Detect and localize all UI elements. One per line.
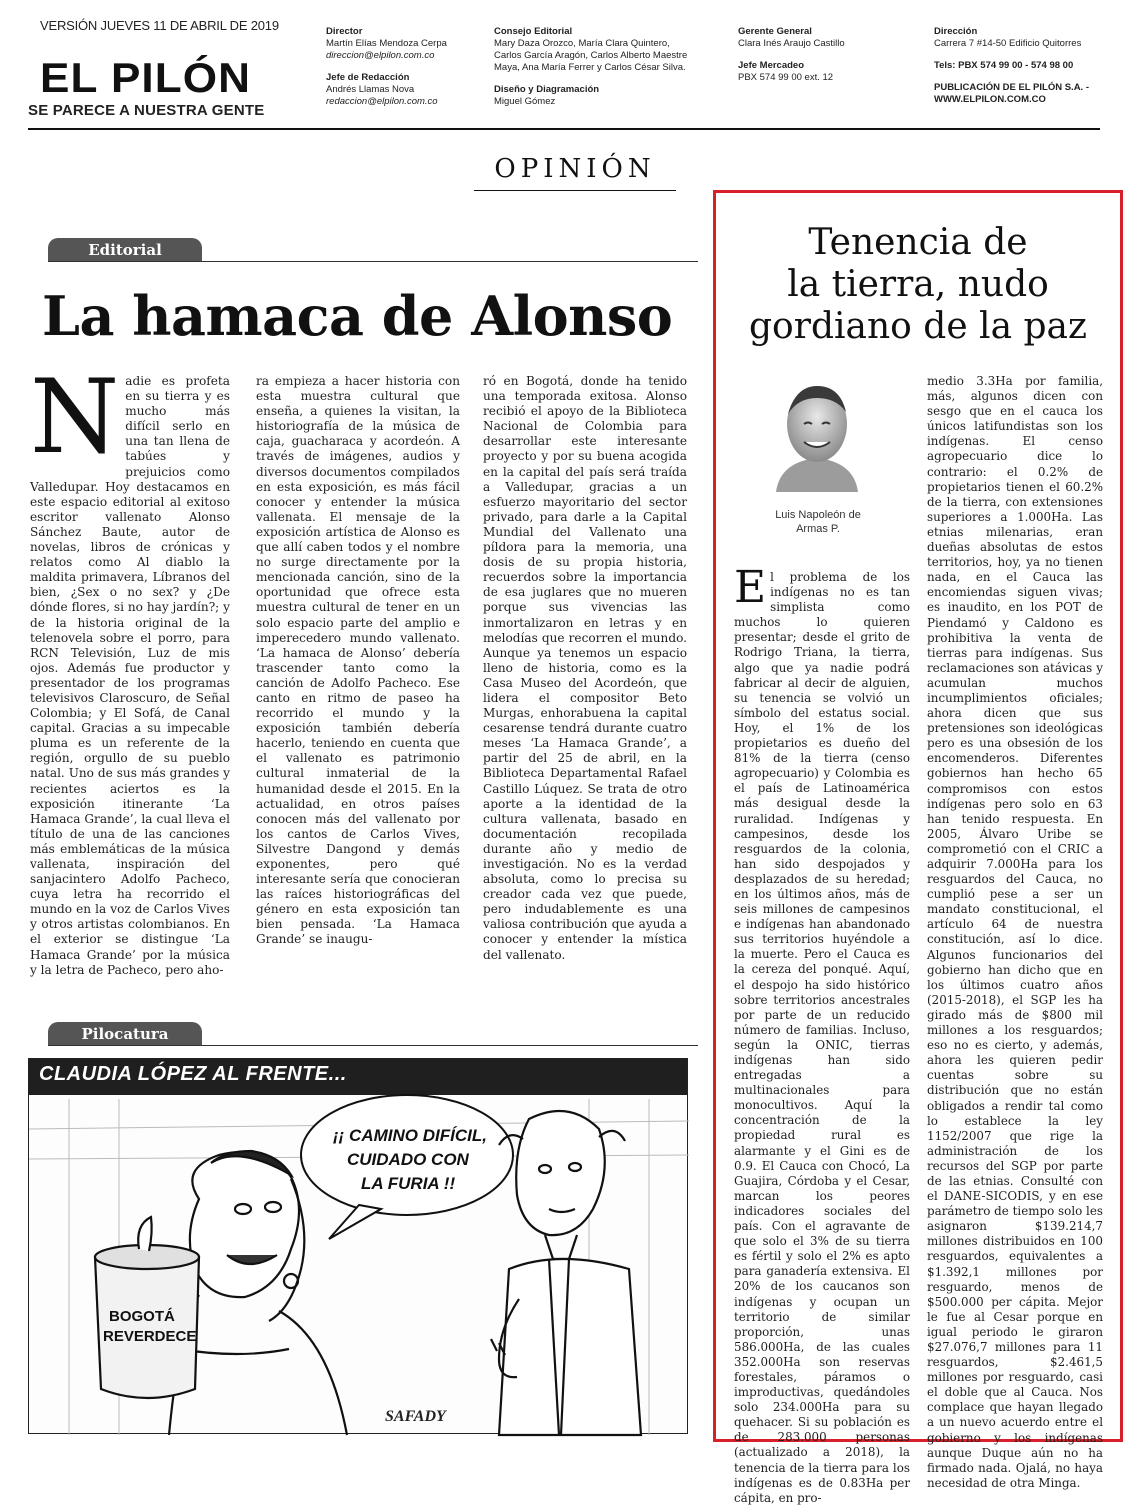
section-title: OPINIÓN [474,154,676,191]
staff-name: Maya, Ana María Ferrer y Carlos César Silva. [494,62,686,73]
opinion-column-1 [734,562,910,1505]
website-link[interactable]: WWW.ELPILON.COM.CO [934,94,1046,105]
editorial-text: ra empieza a hacer historia con esta muestra cultural que enseña, a quienes la visitan, la historiografía de la música de caja, guacharaca y acordeón. A través de imágenes, audios y diversos documentos compilados en esta exposición, es más fácil conocer y entender la música vallenata. El mensaje de la exposición artística de Alonso es que allí caben todos y el nombre no surge directamente por la mencionada canción, sino de la oportunidad que ofrece esta muestra cultural de tener en un solo espacio parte del amplio e imperecedero mundo vallenato. ‘La hamaca de Alonso’ debería trascender tanto como la canción de Adolfo Pacheco. Ese canto en ritmo de paseo ha recorrido el mundo y la exposición también debería hacerlo, teniendo en cuenta que el vallenato es patrimonio cultural inmaterial de la humanidad desde el 2015. En la actualidad, en otros países conocen más del vallenato por los cantos de Carlos Vives, Silvestre Dangond y demás exponentes, pero qué interesante sería que conocieran las raíces historiográficas del género en esta exposición tan bien pensada. ‘La Hamaca Grande’ se inaugu- [256,374,460,947]
bubble-text-2: CUIDADO CON [347,1150,469,1169]
newspaper-logo[interactable]: EL PILÓN [40,54,251,101]
masthead-divider [28,128,1100,130]
staff-name: Miguel Gómez [494,96,556,107]
editorial-tag: Editorial [48,238,202,262]
opinion-headline-line: gordiano de la paz [749,306,1087,347]
staff-phone: PBX 574 99 00 ext. 12 [738,72,834,83]
opinion-headline-line: Tenencia de [808,222,1028,263]
staff-name: Clara Inés Araujo Castillo [738,38,845,49]
opinion-headline [716,222,1120,348]
opinion-text: l problema de los indígenas no es tan simplista como muchos lo quieren presentar; desde el grito de Rodrigo Triana, la tierra, algo que ya nadie podrá fabricar al decir de alguien, su tenencia se volvió un símbolo del estatus social. Hoy, el 1% de los propietarios es dueño del 81% de la tierra (censo agropecuario) y Colombia es el país de Latinoamérica más desigual desde la ruralidad. Indígenas y campesinos, desde los resguardos de la colonia, han sido despojados y desplazados de su heredad; en los últimos años, más de seis millones de campesinos e indígenas han abandonado sus territorios huyéndole a la muerte. Pero el Cauca es la cereza del ponqué. Aquí, el despojo ha sido histórico sobre territorios ancestrales por parte de un reducido número de familias. Incluso, según la ONIC, tierras indígenas han sido entregadas a multinacionales para monocultivos. Aquí la concentración de la propiedad rural es alarmante y el Gini es de 0.9. El Cauca con Chocó, La Guajira, Córdoba y el Cesar, marcan los peores indicadores sociales del país. Con el agravante de que solo el 3% de su tierra es fértil y solo el 2% es apto para ganadería extensiva. El 20% de los caucanos son indígenas y ocupan un territorio de similar proporción, unas 586.000Ha, de las cuales 352.000Ha son reservas forestales, páramos o improductivas, quedándoles solo 234.000Ha para su quehacer. Si su población es de 283.000 personas (actualizado a 2018), la tenencia de la tierra para los indígenas es de 0.83Ha per cápita, en pro- [734,570,910,1505]
bubble-text-1: ¡¡ CAMINO DIFÍCIL, [333,1126,487,1145]
editorial-text: adie es profeta en su tierra y es mucho más difícil serlo en una tan llena de tabúes y prejuicios como Valledupar. Hoy destacamos en este espacio editorial al exitoso escritor vallenato Alonso Sánchez Baute, autor de novelas, libros de crónicas y relatos como Al diablo la maldita primavera, Líbranos del bien, ¿Sex o no sex? y ¿De dónde flores, si no hay jardín?; y de la historia original de la telenovela sobre el porro, para RCN Televisión, Luz de mis ojos. Además fue productor y presentador de los programas televisivos Claroscuro, de Señal Colombia; y El Sofá, de Canal capital. Gracias a su impecable pluma es un referente de la región, orgullo de su pueblo natal. Uno de sus más grandes y recientes aciertos es la exposición itinerante ‘La Hamaca Grande’, la cual lleva el título de una de las canciones más emblemáticas de la música vallenata, inspiración del sanjacintero Adolfo Pacheco, cuya letra ha recorrido el mundo en la voz de Carlos Vives y otros artistas colombianos. En el exterior se distingue ‘La Hamaca Grande’ por la música y la letra de Pacheco, pero aho- [30,374,230,977]
opinion-headline-line: la tierra, nudo [787,264,1049,305]
opinion-column-2 [927,374,1104,1490]
staff-role: Consejo Editorial [494,26,573,37]
can-label-1: BOGOTÁ [109,1308,175,1325]
author-avatar [770,380,864,492]
publisher-name: PUBLICACIÓN DE EL PILÓN S.A. - [934,82,1090,93]
author-name-line: Luis Napoleón de [775,509,861,521]
opinion-text: medio 3.3Ha por familia, más, algunos dicen con sesgo que en el cauca los únicos latifundistas son los indígenas. El censo agropecuario dice lo contrario: el 0.2% de propietarios tienen el 60.2% de la tierra, con extensiones superiores a 1.000Ha. Las etnias milenarias, eran dueñas absolutas de estos territorios, hoy, ya no tienen nada, en el Cauca las encomiendas siguen vivas; es inaudito, en los POT de Piendamó y Caldono es prohibitiva la venta de tierras para indígenas. Sus reclamaciones son atávicas y acumulan muchos incumplimientos oficiales; ahora dicen que sus pretensiones son ideológicas pero es una obsesión de los encomenderos. Diferentes gobiernos han hecho 65 compromisos con estos indígenas pero solo en 63 han tenido respuesta. En 2005, Álvaro Uribe se comprometió con el CRIC a adquirir 7.000Ha para los resguardos del Cauca, no cumplió pese a ser un mandato constitucional, el artículo 64 de nuestra constitución, así lo dice. Algunos funcionarios del gobierno han dicho que en los últimos cuatro años (2015-2018), el SGP les ha girado más de $800 mil millones a los resguardos; eso no es cierto, y además, ahora les quieren pedir cuentas sobre su distribución que no están obligados a rendir tal como lo establece la ley 1152/2007 que rige la administración de los recursos del SGP por parte de las etnias. Consulté con el DANE-SICODIS, y en ese parámetro de tiempo solo les asignaron $139.214,7 millones distribuidos en 100 resguardos, equivalentes a $1.392,1 millones por resguardo, menos de $500.000 per cápita. Mejor le fue al Cesar porque en igual periodo le giraron $27.076,7 millones para 11 resguardos, $2.461,5 millones por resguardo, casi el doble que al Cauca. Nos complace que hayan llegado a un nuevo acuerdo entre el gobierno y los indígenas aunque Duque aún no ha firmado nada. Ojalá, no haya necesidad de otra Minga. [927,374,1104,1490]
bubble-text-3: LA FURIA !! [361,1174,456,1193]
staff-name: Carlos García Aragón, Carlos Alberto Maestre [494,50,688,61]
staff-role: Jefe de Redacción [326,72,410,83]
editorial-column-2 [256,374,460,986]
staff-role: Gerente General [738,26,812,37]
staff-name: Andrés Llamas Nova [326,84,415,95]
editorial-headline: La hamaca de Alonso [42,284,673,348]
cartoon-title: CLAUDIA LÓPEZ AL FRENTE... [39,1063,347,1085]
staff-role: Diseño y Diagramación [494,84,600,95]
cartoon-tag: Pilocatura [48,1022,202,1046]
staff-email[interactable]: redaccion@elpilon.com.co [326,96,438,107]
drop-cap: N [30,358,120,477]
editorial-column-1 [30,358,230,986]
editorial-tag-rule [48,261,698,262]
staff-address: Carrera 7 #14-50 Edificio Quitorres [934,38,1082,49]
staff-name: Martín Elías Mendoza Cerpa [326,38,447,49]
staff-consejo [494,26,687,108]
staff-direccion [934,26,1089,106]
staff-name: Mary Daza Orozco, María Clara Quintero, [494,38,670,49]
staff-director [326,26,447,108]
masthead [28,14,1100,132]
can-label-2: REVERDECE [103,1328,197,1345]
drop-cap: E [734,562,767,613]
staff-email[interactable]: direccion@elpilon.com.co [326,50,435,61]
staff-role: Director [326,26,363,37]
staff-role: Jefe Mercadeo [738,60,805,71]
edition-date: VERSIÓN JUEVES 11 DE ABRIL DE 2019 [40,18,279,33]
newspaper-slogan: SE PARECE A NUESTRA GENTE [28,102,265,119]
staff-phone: Tels: PBX 574 99 00 - 574 98 00 [934,60,1074,71]
author-name [748,508,888,536]
political-cartoon [28,1058,688,1434]
cartoonist-signature: SAFADY [385,1408,446,1425]
editorial-text: ró en Bogotá, donde ha tenido una temporada exitosa. Alonso recibió el apoyo de la Biblioteca Nacional de Colombia para desarrollar este interesante proyecto y por su buena acogida en la capital del país será traída a Valledupar, gracias a un esfuerzo mayoritario del sector privado, para darle a la Capital Mundial del Vallenato una píldora para la memoria, una dosis de su propia historia, recuerdos sobre la importancia de esa juglares que no mueren porque sus vivencias las inmortalizaron en letras y en melodías que recorren el mundo. Aunque ya tenemos un espacio lleno de historia, como es la Casa Museo del Acordeón, que lidera el compositor Beto Murgas, enhorabuena la capital cesarense tendrá durante cuatro meses ‘La Hamaca Grande’, a partir del 25 de abril, en la Biblioteca Departamental Rafael Castillo Lúquez. Se trata de otro aporte a la identidad de la cultura vallenata, basado en documentación recopilada durante año y medio de investigación. No es la verdad absoluta, como lo precisa su creador cada vez que puede, pero indudablemente es una valiosa contribución que ayuda a conocer y entender la mística del vallenato. [483,374,687,962]
cartoon-tag-rule [48,1045,698,1046]
cartoon-drawing [29,1059,689,1435]
staff-role: Dirección [934,26,978,37]
author-name-line: Armas P. [796,523,840,535]
editorial-column-3 [483,374,687,986]
staff-gerencia [738,26,845,84]
